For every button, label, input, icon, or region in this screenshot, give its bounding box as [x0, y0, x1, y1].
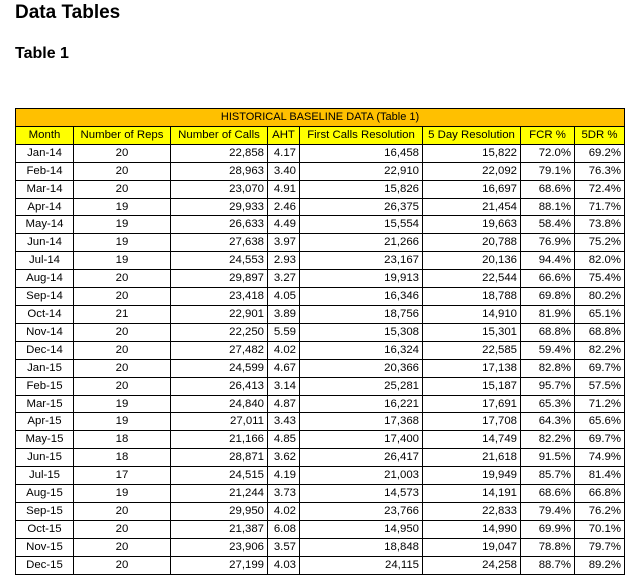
cell-month: Sep-15	[16, 502, 74, 520]
cell-reps: 21	[74, 305, 171, 323]
cell-5day: 24,258	[423, 556, 521, 574]
cell-fcr-pct: 88.1%	[521, 198, 575, 216]
cell-5dr-pct: 76.3%	[575, 162, 625, 180]
cell-aht: 4.67	[268, 359, 300, 377]
cell-fcr-pct: 68.6%	[521, 180, 575, 198]
cell-5dr-pct: 65.1%	[575, 305, 625, 323]
cell-calls: 29,897	[171, 270, 268, 288]
cell-month: Aug-14	[16, 270, 74, 288]
table-row	[16, 395, 625, 413]
cell-month: Mar-15	[16, 395, 74, 413]
cell-aht: 2.46	[268, 198, 300, 216]
cell-reps: 19	[74, 198, 171, 216]
cell-5dr-pct: 79.7%	[575, 538, 625, 556]
cell-fcr-pct: 76.9%	[521, 234, 575, 252]
cell-calls: 27,199	[171, 556, 268, 574]
cell-calls: 22,901	[171, 305, 268, 323]
cell-fcr: 21,003	[300, 467, 423, 485]
cell-5day: 17,138	[423, 359, 521, 377]
cell-reps: 20	[74, 520, 171, 538]
cell-5dr-pct: 70.1%	[575, 520, 625, 538]
cell-5day: 22,833	[423, 502, 521, 520]
col-header-calls: Number of Calls	[171, 126, 268, 144]
cell-month: May-15	[16, 431, 74, 449]
cell-aht: 3.89	[268, 305, 300, 323]
table-row	[16, 502, 625, 520]
cell-5dr-pct: 65.6%	[575, 413, 625, 431]
table-row	[16, 520, 625, 538]
cell-fcr: 24,115	[300, 556, 423, 574]
cell-month: May-14	[16, 216, 74, 234]
col-header-aht: AHT	[268, 126, 300, 144]
cell-fcr-pct: 58.4%	[521, 216, 575, 234]
cell-5day: 18,788	[423, 288, 521, 306]
table-row	[16, 467, 625, 485]
table-row	[16, 413, 625, 431]
cell-fcr-pct: 79.4%	[521, 502, 575, 520]
cell-fcr: 26,417	[300, 449, 423, 467]
cell-5dr-pct: 73.8%	[575, 216, 625, 234]
cell-month: Mar-14	[16, 180, 74, 198]
cell-month: Jan-15	[16, 359, 74, 377]
cell-5day: 15,301	[423, 323, 521, 341]
cell-5day: 15,822	[423, 144, 521, 162]
table-row	[16, 485, 625, 503]
cell-reps: 19	[74, 216, 171, 234]
cell-month: Apr-15	[16, 413, 74, 431]
table-row	[16, 180, 625, 198]
cell-5day: 21,618	[423, 449, 521, 467]
table-row	[16, 323, 625, 341]
baseline-data-table	[15, 108, 625, 575]
cell-5dr-pct: 66.8%	[575, 485, 625, 503]
cell-calls: 29,933	[171, 198, 268, 216]
cell-fcr-pct: 78.8%	[521, 538, 575, 556]
cell-reps: 20	[74, 323, 171, 341]
cell-5day: 19,949	[423, 467, 521, 485]
table-row	[16, 377, 625, 395]
cell-month: Jun-14	[16, 234, 74, 252]
cell-aht: 3.62	[268, 449, 300, 467]
cell-month: Oct-15	[16, 520, 74, 538]
table-row	[16, 341, 625, 359]
cell-5day: 22,544	[423, 270, 521, 288]
cell-fcr-pct: 82.2%	[521, 431, 575, 449]
cell-month: Sep-14	[16, 288, 74, 306]
cell-aht: 4.17	[268, 144, 300, 162]
cell-month: Apr-14	[16, 198, 74, 216]
cell-fcr-pct: 66.6%	[521, 270, 575, 288]
cell-fcr: 23,766	[300, 502, 423, 520]
cell-aht: 3.43	[268, 413, 300, 431]
cell-calls: 21,387	[171, 520, 268, 538]
cell-5day: 14,749	[423, 431, 521, 449]
cell-calls: 24,599	[171, 359, 268, 377]
cell-calls: 28,963	[171, 162, 268, 180]
table-row	[16, 144, 625, 162]
cell-aht: 6.08	[268, 520, 300, 538]
cell-fcr: 21,266	[300, 234, 423, 252]
cell-calls: 27,638	[171, 234, 268, 252]
table-row	[16, 305, 625, 323]
cell-fcr-pct: 65.3%	[521, 395, 575, 413]
cell-5day: 17,708	[423, 413, 521, 431]
cell-fcr-pct: 95.7%	[521, 377, 575, 395]
table-row	[16, 359, 625, 377]
cell-fcr: 18,848	[300, 538, 423, 556]
cell-5dr-pct: 81.4%	[575, 467, 625, 485]
cell-fcr: 18,756	[300, 305, 423, 323]
table-row	[16, 252, 625, 270]
cell-reps: 20	[74, 359, 171, 377]
cell-fcr-pct: 88.7%	[521, 556, 575, 574]
cell-reps: 20	[74, 180, 171, 198]
cell-calls: 22,858	[171, 144, 268, 162]
cell-aht: 3.14	[268, 377, 300, 395]
cell-aht: 4.19	[268, 467, 300, 485]
table-row	[16, 431, 625, 449]
cell-aht: 5.59	[268, 323, 300, 341]
table-row	[16, 234, 625, 252]
table-row	[16, 556, 625, 574]
cell-fcr: 16,458	[300, 144, 423, 162]
cell-5day: 21,454	[423, 198, 521, 216]
cell-5day: 16,697	[423, 180, 521, 198]
cell-aht: 3.73	[268, 485, 300, 503]
cell-reps: 20	[74, 538, 171, 556]
cell-5day: 22,092	[423, 162, 521, 180]
cell-5dr-pct: 68.8%	[575, 323, 625, 341]
cell-reps: 17	[74, 467, 171, 485]
cell-5day: 14,910	[423, 305, 521, 323]
cell-fcr-pct: 79.1%	[521, 162, 575, 180]
cell-calls: 26,413	[171, 377, 268, 395]
cell-5day: 14,990	[423, 520, 521, 538]
cell-fcr: 16,346	[300, 288, 423, 306]
table-subheading: Table 1	[15, 45, 69, 62]
cell-reps: 20	[74, 502, 171, 520]
cell-5dr-pct: 69.7%	[575, 431, 625, 449]
cell-month: Nov-14	[16, 323, 74, 341]
cell-aht: 3.97	[268, 234, 300, 252]
cell-5dr-pct: 89.2%	[575, 556, 625, 574]
cell-calls: 23,906	[171, 538, 268, 556]
cell-5day: 19,047	[423, 538, 521, 556]
cell-fcr: 14,573	[300, 485, 423, 503]
cell-calls: 26,633	[171, 216, 268, 234]
cell-fcr-pct: 64.3%	[521, 413, 575, 431]
table-row	[16, 270, 625, 288]
cell-reps: 20	[74, 162, 171, 180]
cell-fcr: 17,400	[300, 431, 423, 449]
cell-5dr-pct: 57.5%	[575, 377, 625, 395]
cell-fcr-pct: 69.8%	[521, 288, 575, 306]
cell-fcr: 20,366	[300, 359, 423, 377]
cell-month: Oct-14	[16, 305, 74, 323]
cell-aht: 3.57	[268, 538, 300, 556]
cell-aht: 4.02	[268, 341, 300, 359]
page-heading: Data Tables	[15, 2, 121, 23]
cell-fcr-pct: 69.9%	[521, 520, 575, 538]
cell-fcr: 14,950	[300, 520, 423, 538]
cell-aht: 4.87	[268, 395, 300, 413]
cell-reps: 19	[74, 234, 171, 252]
col-header-5day: 5 Day Resolution	[423, 126, 521, 144]
cell-5dr-pct: 69.2%	[575, 144, 625, 162]
cell-5day: 22,585	[423, 341, 521, 359]
cell-month: Feb-14	[16, 162, 74, 180]
cell-aht: 3.27	[268, 270, 300, 288]
cell-calls: 23,418	[171, 288, 268, 306]
cell-fcr-pct: 94.4%	[521, 252, 575, 270]
cell-5day: 17,691	[423, 395, 521, 413]
cell-calls: 29,950	[171, 502, 268, 520]
cell-calls: 22,250	[171, 323, 268, 341]
cell-month: Jan-14	[16, 144, 74, 162]
cell-aht: 2.93	[268, 252, 300, 270]
cell-5dr-pct: 71.2%	[575, 395, 625, 413]
cell-calls: 24,515	[171, 467, 268, 485]
cell-fcr-pct: 68.6%	[521, 485, 575, 503]
col-header-5dr-pct: 5DR %	[575, 126, 625, 144]
cell-5dr-pct: 75.2%	[575, 234, 625, 252]
cell-aht: 3.40	[268, 162, 300, 180]
cell-month: Dec-15	[16, 556, 74, 574]
cell-month: Aug-15	[16, 485, 74, 503]
cell-5dr-pct: 82.2%	[575, 341, 625, 359]
cell-5dr-pct: 72.4%	[575, 180, 625, 198]
table-row	[16, 449, 625, 467]
cell-5dr-pct: 75.4%	[575, 270, 625, 288]
table-row	[16, 216, 625, 234]
cell-aht: 4.85	[268, 431, 300, 449]
cell-month: Jul-15	[16, 467, 74, 485]
cell-fcr: 16,221	[300, 395, 423, 413]
cell-5day: 19,663	[423, 216, 521, 234]
cell-fcr-pct: 91.5%	[521, 449, 575, 467]
cell-aht: 4.03	[268, 556, 300, 574]
cell-aht: 4.02	[268, 502, 300, 520]
cell-5dr-pct: 76.2%	[575, 502, 625, 520]
cell-calls: 24,840	[171, 395, 268, 413]
cell-month: Feb-15	[16, 377, 74, 395]
cell-reps: 18	[74, 449, 171, 467]
cell-5day: 15,187	[423, 377, 521, 395]
cell-reps: 20	[74, 144, 171, 162]
cell-fcr: 17,368	[300, 413, 423, 431]
cell-aht: 4.91	[268, 180, 300, 198]
cell-fcr: 25,281	[300, 377, 423, 395]
cell-fcr-pct: 72.0%	[521, 144, 575, 162]
cell-fcr: 15,826	[300, 180, 423, 198]
table-row	[16, 288, 625, 306]
cell-calls: 27,482	[171, 341, 268, 359]
cell-fcr-pct: 82.8%	[521, 359, 575, 377]
cell-month: Jul-14	[16, 252, 74, 270]
cell-reps: 19	[74, 252, 171, 270]
cell-reps: 18	[74, 431, 171, 449]
cell-calls: 23,070	[171, 180, 268, 198]
cell-5dr-pct: 80.2%	[575, 288, 625, 306]
cell-fcr: 19,913	[300, 270, 423, 288]
cell-fcr-pct: 68.8%	[521, 323, 575, 341]
cell-5dr-pct: 69.7%	[575, 359, 625, 377]
cell-aht: 4.05	[268, 288, 300, 306]
cell-5dr-pct: 82.0%	[575, 252, 625, 270]
cell-5dr-pct: 71.7%	[575, 198, 625, 216]
col-header-month: Month	[16, 126, 74, 144]
col-header-fcr-pct: FCR %	[521, 126, 575, 144]
cell-calls: 21,166	[171, 431, 268, 449]
table-row	[16, 538, 625, 556]
cell-fcr-pct: 85.7%	[521, 467, 575, 485]
cell-reps: 20	[74, 341, 171, 359]
cell-reps: 20	[74, 288, 171, 306]
cell-fcr: 16,324	[300, 341, 423, 359]
cell-fcr-pct: 81.9%	[521, 305, 575, 323]
cell-reps: 20	[74, 556, 171, 574]
cell-calls: 24,553	[171, 252, 268, 270]
cell-fcr: 22,910	[300, 162, 423, 180]
table-title: HISTORICAL BASELINE DATA (Table 1)	[16, 109, 625, 127]
cell-fcr-pct: 59.4%	[521, 341, 575, 359]
cell-reps: 20	[74, 270, 171, 288]
col-header-fcr: First Calls Resolution	[300, 126, 423, 144]
cell-5day: 20,788	[423, 234, 521, 252]
cell-calls: 28,871	[171, 449, 268, 467]
cell-aht: 4.49	[268, 216, 300, 234]
cell-5day: 14,191	[423, 485, 521, 503]
cell-calls: 21,244	[171, 485, 268, 503]
cell-month: Nov-15	[16, 538, 74, 556]
cell-reps: 19	[74, 485, 171, 503]
cell-fcr: 15,554	[300, 216, 423, 234]
cell-5day: 20,136	[423, 252, 521, 270]
col-header-reps: Number of Reps	[74, 126, 171, 144]
cell-month: Dec-14	[16, 341, 74, 359]
cell-fcr: 23,167	[300, 252, 423, 270]
cell-calls: 27,011	[171, 413, 268, 431]
cell-reps: 19	[74, 395, 171, 413]
table-row	[16, 162, 625, 180]
cell-fcr: 15,308	[300, 323, 423, 341]
cell-reps: 20	[74, 377, 171, 395]
cell-reps: 19	[74, 413, 171, 431]
table-row	[16, 198, 625, 216]
cell-5dr-pct: 74.9%	[575, 449, 625, 467]
cell-month: Jun-15	[16, 449, 74, 467]
cell-fcr: 26,375	[300, 198, 423, 216]
